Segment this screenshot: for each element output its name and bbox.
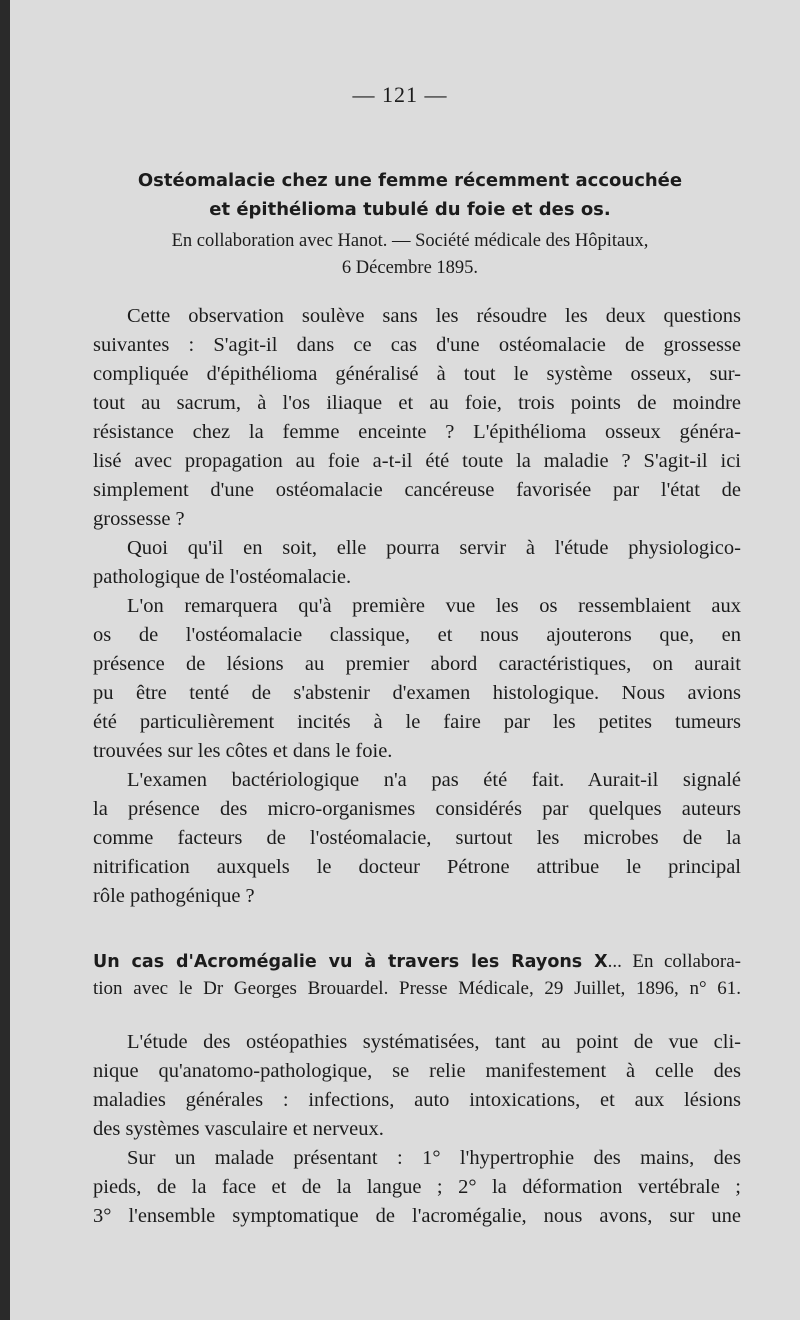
article1-reference-line1: En collaboration avec Hanot. — Société médicale des Hôpitaux, [171,231,649,251]
article2-title-line1 [93,951,741,973]
body-line: tout au sacrum, à l'os iliaque et au foie, trois points de moindre [93,392,741,414]
body-line: des systèmes vasculaire et nerveux. [93,1118,384,1140]
body-line: simplement d'une ostéomalacie cancéreuse favorisée par l'état de [93,479,741,501]
body-line: os de l'ostéomalacie classique, et nous ajouterons que, en [93,624,741,646]
body-line: trouvées sur les côtes et dans le foie. [93,740,393,762]
body-line: Quoi qu'il en soit, elle pourra servir à l'étude physiologico- [127,537,741,559]
body-line: grossesse ? [93,508,185,530]
body-line: nitrification auxquels le docteur Pétrone attribue le principal [93,856,741,878]
article2-reference-start: ... En collabora- [607,951,741,972]
body-line: pieds, de la face et de la langue ; 2° la déformation vertébrale ; [93,1176,741,1198]
article1-title-line1: Ostéomalacie chez une femme récemment accouchée [137,170,683,191]
body-line: présence de lésions au premier abord caractéristiques, on aurait [93,653,741,675]
body-line: L'on remarquera qu'à première vue les os ressemblaient aux [127,595,741,617]
body-line: été particulièrement incités à le faire par les petites tumeurs [93,711,741,733]
body-line: pu être tenté de s'abstenir d'examen histologique. Nous avions [93,682,741,704]
body-line: nique qu'anatomo-pathologique, se relie manifestement à celle des [93,1060,741,1082]
article2-title: Un cas d'Acromégalie vu à travers les Rayons X [93,952,608,972]
body-line: pathologique de l'ostéomalacie. [93,566,352,588]
body-line: maladies générales : infections, auto intoxications, et aux lésions [93,1089,741,1111]
document-page [10,0,800,1320]
article2-reference-line2: tion avec le Dr Georges Brouardel. Presse Médicale, 29 Juillet, 1896, n° 61. [93,978,741,999]
body-line: rôle pathogénique ? [93,885,255,907]
body-line: comme facteurs de l'ostéomalacie, surtout les microbes de la [93,827,741,849]
body-line: Cette observation soulève sans les résoudre les deux questions [127,305,741,327]
body-line: la présence des micro-organismes considérés par quelques auteurs [93,798,741,820]
body-line: Sur un malade présentant : 1° l'hypertrophie des mains, des [127,1147,741,1169]
body-line: lisé avec propagation au foie a-t-il été toute la maladie ? S'agit-il ici [93,450,741,472]
body-line: suivantes : S'agit-il dans ce cas d'une ostéomalacie de grossesse [93,334,741,356]
body-line: L'examen bactériologique n'a pas été fait. Aurait-il signalé [127,769,741,791]
body-line: 3° l'ensemble symptomatique de l'acromégalie, nous avons, sur une [93,1205,741,1227]
body-line: résistance chez la femme enceinte ? L'épithélioma osseux généra- [93,421,741,443]
article1-reference-line2: 6 Décembre 1895. [341,258,479,278]
article1-title-line2: et épithélioma tubulé du foie et des os. [209,199,611,220]
body-line: L'étude des ostéopathies systématisées, tant au point de vue cli- [127,1031,741,1053]
page-number: — 121 — [352,82,448,107]
body-line: compliquée d'épithélioma généralisé à tout le système osseux, sur- [93,363,741,385]
